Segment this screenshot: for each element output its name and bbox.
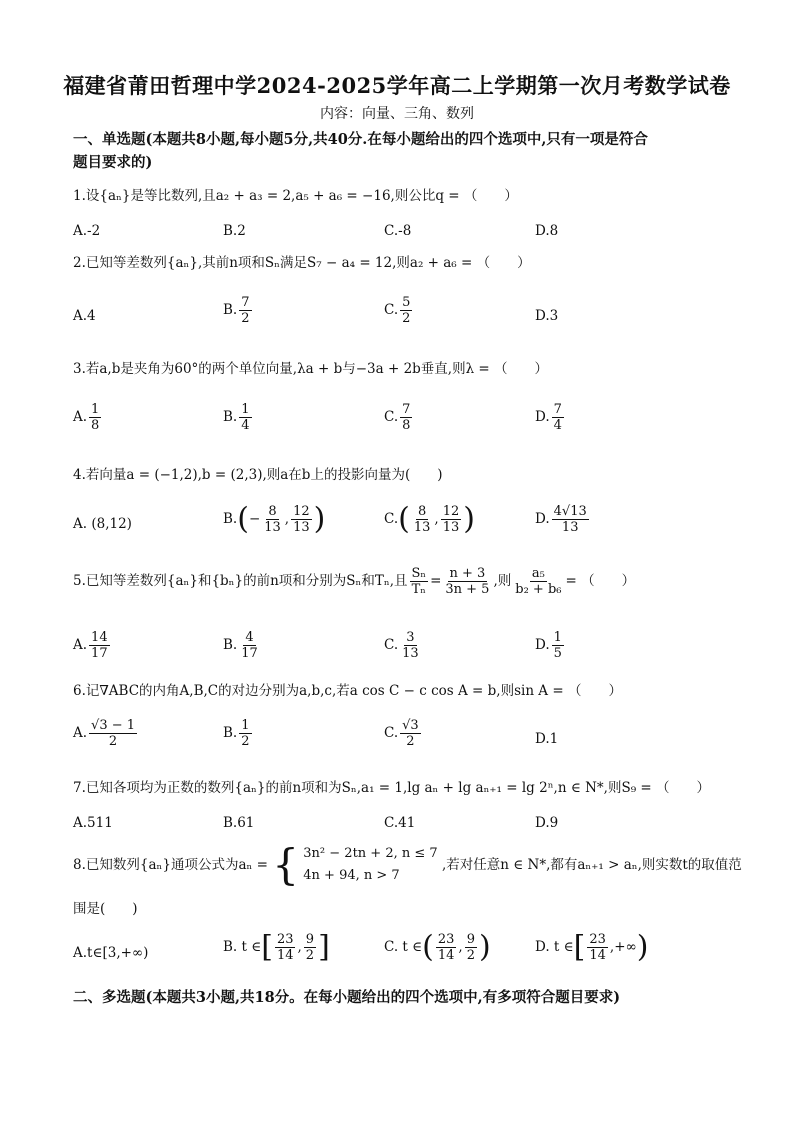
question-8-option-d: D. t ∈[ $\frac{23}{14}$ ,+∞) (535, 929, 649, 965)
question-5-option-c: C. $\frac{3}{13}$ (384, 630, 419, 661)
question-5-option-d: D. $\frac{1}{5}$ (535, 630, 562, 661)
question-6-option-d: D.1 (535, 731, 559, 747)
question-1-option-c: C.-8 (384, 223, 412, 239)
question-8-stem: 8.已知数列{aₙ}通项公式为aₙ = { 3n² − 2tn + 2, n ≤ 7 4n + 94, n > 7 ,若对任意n ∈ N*,都有aₙ₊₁ > aₙ,则实数t的取值范 (73, 840, 742, 889)
section-two-heading: 二、多选题(本题共3小题,共18分。在每小题给出的四个选项中,有多项符合题目要求) (73, 989, 621, 1006)
question-6-stem: 6.记∇ABC的内角A,B,C的对边分别为a,b,c,若a cos C − c cos A = b,则sin A = （ ） (73, 683, 622, 699)
question-4-option-a: A. (8,12) (73, 516, 132, 532)
question-8-stem-cont: 围是( ) (73, 901, 138, 917)
question-6-option-b: B. $\frac{1}{2}$ (223, 718, 250, 749)
question-6-option-c: C. $\frac{√3}{2}$ (384, 718, 419, 749)
question-2-option-a: A.4 (73, 308, 96, 324)
question-3-stem: 3.若a,b是夹角为60°的两个单位向量,λa + b与−3a + 2b垂直,则λ = （ ） (73, 361, 549, 377)
question-7-option-a: A.511 (73, 815, 113, 831)
question-1-option-b: B.2 (223, 223, 246, 239)
page-subtitle: 内容：向量、三角、数列 (320, 106, 474, 122)
question-5-option-b: B. $\frac{4}{17}$ (223, 630, 258, 661)
question-1-stem: 1.设{aₙ}是等比数列,且a₂ + a₃ = 2,a₅ + a₆ = −16,则公比q = （ ） (73, 188, 518, 204)
question-3-option-b: B. $\frac{1}{4}$ (223, 402, 250, 433)
question-4-option-b: B.(− $\frac{8}{13}$ , $\frac{12}{13}$ ) (223, 501, 326, 537)
question-4-option-c: C.( $\frac{8}{13}$ , $\frac{12}{13}$ ) (384, 501, 475, 537)
question-1-option-a: A.-2 (73, 223, 101, 239)
question-4-stem: 4.若向量a = (−1,2),b = (2,3),则a在b上的投影向量为( ) (73, 467, 443, 483)
question-4-option-d: D. $\frac{4√13}{13}$ (535, 504, 587, 535)
question-7-option-b: B.61 (223, 815, 255, 831)
question-3-option-d: D. $\frac{7}{4}$ (535, 402, 562, 433)
question-3-option-c: C. $\frac{7}{8}$ (384, 402, 411, 433)
question-5-stem: 5.已知等差数列{aₙ}和{bₙ}的前n项和分别为Sₙ和Tₙ,且 $\frac{\text{Sₙ}}{\text{Tₙ}}$ = $\frac{n + 3}{3n + 5}$ ,则 $\frac{\text{a₅}}{\text{b₂ + b₆}}$ = （ ） (73, 566, 636, 597)
question-2-option-d: D.3 (535, 308, 559, 324)
question-2-stem: 2.已知等差数列{aₙ},其前n项和Sₙ满足S₇ − a₄ = 12,则a₂ + a₆ = （ ） (73, 255, 531, 271)
section-one-heading: 一、单选题(本题共8小题,每小题5分,共40分.在每小题给出的四个选项中,只有一项是符合 题目要求的) (73, 131, 648, 171)
question-5-option-a: A. $\frac{14}{17}$ (73, 630, 108, 661)
page-title: 福建省莆田哲理中学2024-2025学年高二上学期第一次月考数学试卷 (63, 73, 731, 98)
question-2-option-c: C. $\frac{5}{2}$ (384, 295, 411, 326)
question-8-option-b: B. t ∈[ $\frac{23}{14}$ , $\frac{9}{2}$ ] (223, 929, 330, 965)
question-8-option-c: C. t ∈( $\frac{23}{14}$ , $\frac{9}{2}$ ) (384, 929, 491, 965)
question-3-option-a: A. $\frac{1}{8}$ (73, 402, 100, 433)
question-7-option-c: C.41 (384, 815, 416, 831)
question-8-option-a: A.t∈[3,+∞) (73, 945, 149, 961)
question-2-option-b: B. $\frac{7}{2}$ (223, 295, 250, 326)
question-7-option-d: D.9 (535, 815, 559, 831)
question-6-option-a: A. $\frac{√3 - 1}{2}$ (73, 718, 136, 749)
question-7-stem: 7.已知各项均为正数的数列{aₙ}的前n项和为Sₙ,a₁ = 1,lg aₙ + lg aₙ₊₁ = lg 2ⁿ,n ∈ N*,则S₉ = （ ） (73, 780, 711, 796)
question-1-option-d: D.8 (535, 223, 559, 239)
